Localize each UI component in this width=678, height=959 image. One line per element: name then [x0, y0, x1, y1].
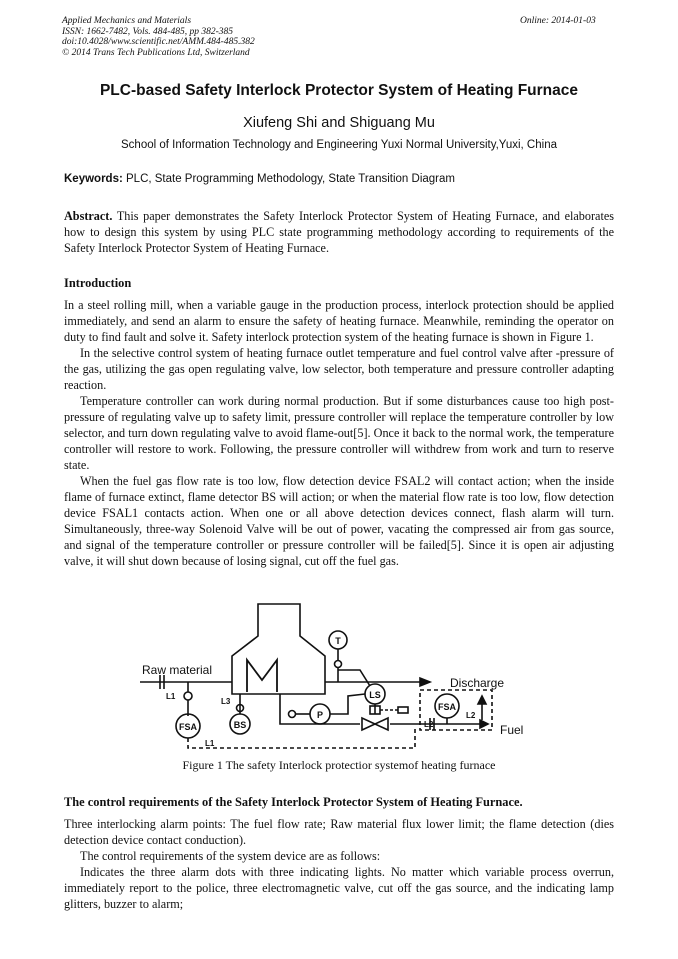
- l1-top-label: L1: [166, 692, 176, 701]
- solenoid-coil: [398, 707, 408, 713]
- t-label: T: [335, 636, 341, 646]
- paper-affiliation: School of Information Technology and Engineering Yuxi Normal University,Yuxi, China: [121, 139, 557, 151]
- fsa-left-label: FSA: [179, 722, 197, 732]
- control-body: [64, 816, 614, 912]
- issn-line: ISSN: 1662-7482, Vols. 484-485, pp 382-385: [62, 26, 233, 37]
- valve-left: [362, 718, 375, 730]
- p-to-ls-line: [330, 694, 365, 714]
- keywords-text: PLC, State Programming Methodology, State Transition Diagram: [126, 173, 455, 185]
- interlock-dashed-line: [188, 726, 415, 748]
- fsa-right-label: FSA: [438, 702, 456, 712]
- bs-label: BS: [233, 720, 247, 730]
- raw-material-label: Raw material: [142, 663, 213, 677]
- p-label: P: [316, 710, 324, 720]
- abstract-text: This paper demonstrates the Safety Interlock Protector System of Heating Furnace, and elaborates how to design this system by using PLC state programming methodology according to requirements of the Safety Interlock Protector System of Heating Furnace.: [64, 209, 614, 255]
- furnace-diagram: [0, 596, 678, 756]
- paper-title: PLC-based Safety Interlock Protector System of Heating Furnace: [99, 82, 579, 99]
- fuel-arrow: [480, 720, 488, 728]
- keywords-label: Keywords:: [64, 173, 123, 185]
- journal-name: Applied Mechanics and Materials: [62, 16, 192, 26]
- control-paragraph-2: The control requirements of the system device are as follows:: [80, 849, 381, 863]
- paper-authors: Xiufeng Shi and Shiguang Mu: [243, 115, 435, 131]
- valve-right: [375, 718, 388, 730]
- discharge-label: Discharge: [450, 676, 505, 690]
- l1-bottom-label: L1: [205, 739, 215, 748]
- l1-transmitter: [184, 692, 192, 700]
- ls-label: LS: [369, 690, 381, 700]
- keywords: [64, 173, 455, 185]
- control-heading: The control requirements of the Safety Interlock Protector System of Heating Furnace.: [64, 795, 523, 809]
- journal-header: [62, 16, 255, 58]
- copyright-line: © 2014 Trans Tech Publications Ltd, Switzerland: [62, 47, 250, 58]
- furnace-body: [232, 604, 325, 694]
- introduction-heading: Introduction: [64, 276, 132, 290]
- fuel-label: Fuel: [500, 723, 524, 737]
- introduction-body: [64, 297, 614, 569]
- intro-paragraph-3: Temperature controller can work during normal production. But if some disturbances cause too high post-pressure of regulating valve up to safety limit, pressure controller will replace the temperature controller by low selector, and turn down regulating valve to avoid flame-out[5]. Once it back to the normal work, the temperature controller will restore to work. Following, the pressure controller will withdrew from work and turn to reserve state.: [64, 394, 614, 472]
- figure-caption: Figure 1 The safety Interlock protectior systemof heating furnace: [182, 758, 496, 772]
- online-date: Online: 2014-01-03: [520, 16, 596, 26]
- l2-left-label: L2: [424, 720, 434, 729]
- control-paragraph-3: Indicates the three alarm dots with three indicating lights. No matter which variable process overrun, immediately report to the police, three electromagnetic valve, cut off the gas source, and the indicating lamp glitters, buzzer to alarm;: [64, 865, 614, 911]
- p-transmitter: [289, 711, 296, 718]
- intro-paragraph-1: In a steel rolling mill, when a variable gauge in the production process, interlock protection should be applied immediately, and send an alarm to ensure the safety of heating furnace. Meanwhile, reminding the operator on duty to find fault and solve it. Safety interlock protection system of the heating furnace is shown in Figure 1.: [64, 298, 614, 344]
- control-paragraph-1: Three interlocking alarm points: The fuel flow rate; Raw material flux lower limit; the flame detection (dies detection device contact conduction).: [64, 817, 614, 847]
- l2-right-label: L2: [466, 711, 476, 720]
- intro-paragraph-2: In the selective control system of heating furnace outlet temperature and fuel control valve after -pressure of the gas, utilizing the gas open regulating valve, low selector, both temperature and pressure controller adapting reaction.: [64, 346, 614, 392]
- l3-label: L3: [221, 697, 231, 706]
- t-transmitter: [335, 661, 342, 668]
- abstract: [64, 208, 614, 256]
- intro-paragraph-4: When the fuel gas flow rate is too low, flow detection device FSAL2 will contact action; when the inside flame of furnace extinct, flame detector BS will action; or when the material flow rate is too low, flow detection device FSAL1 contacts action. When one or all above detection devices connect, flash alarm will turn. Simultaneously, three-way Solenoid Valve will be out of power, vacating the compressed air from gas source, and signal of the temperature controller or pressure controller will be failed[5]. Since it is open air adjusting valve, it will shut down because of losing signal, cut off the fuel gas.: [64, 474, 614, 568]
- abstract-label: Abstract.: [64, 209, 113, 223]
- discharge-arrow: [420, 678, 430, 686]
- doi-line: doi:10.4028/www.scientific.net/AMM.484-485.382: [62, 37, 255, 47]
- t-to-ls-line: [338, 670, 370, 686]
